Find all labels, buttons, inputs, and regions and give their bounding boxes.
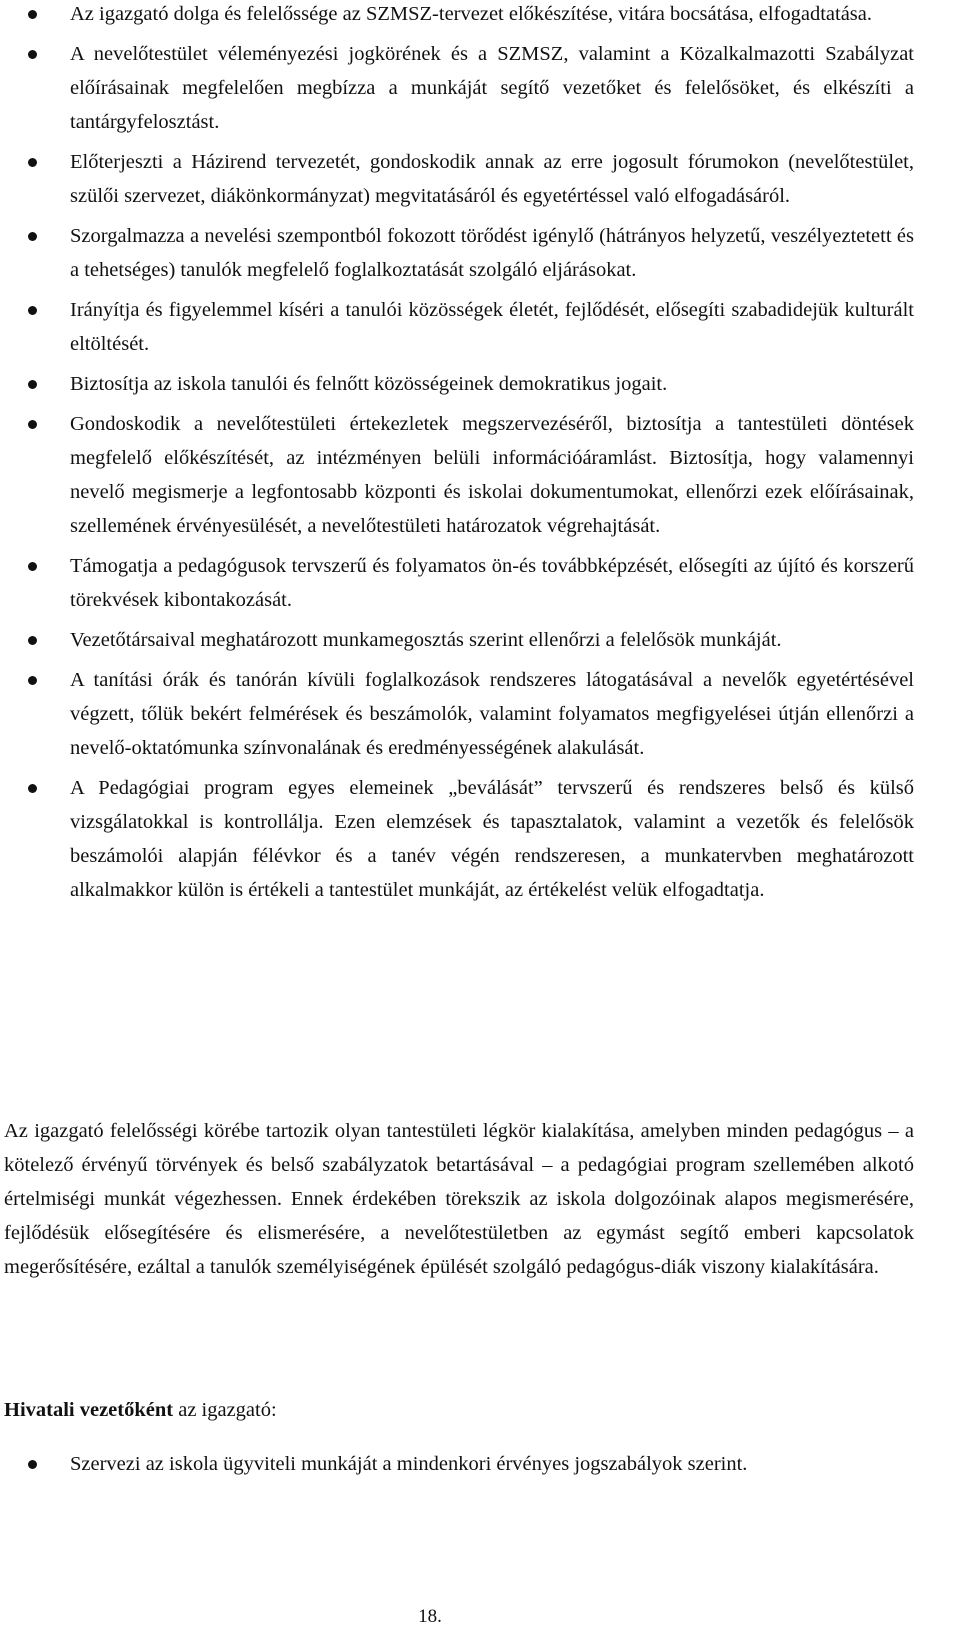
bullet-icon — [28, 158, 37, 167]
list-item-text: Gondoskodik a nevelőtestületi értekezletek megszervezéséről, biztosítja a tantestületi döntések megfelelő előkészítését, az intézményen belüli információáramlást. Biztosítja, hogy valamennyi nevelő megismerje a legfontosabb központi és iskolai dokumentumokat, ellenőrzi ezek előírásainak, szellemének érvényesülését, a nevelőtestületi határozatok végrehajtását. — [70, 413, 914, 537]
list-item — [0, 407, 960, 543]
body-paragraph: Az igazgató felelősségi körébe tartozik olyan tantestületi légkör kialakítása, amelyben minden pedagógus – a kötelező érvényű törvények és belső szabályzatok betartásával – a pedagógiai program szellemében alkotó értelmiségi munkát végezhessen. Ennek érdekében törekszik az iskola dolgozóinak alapos megismerésére, fejlődésük elősegítésére és elismerésére, a nevelőtestületben az egymást segítő emberi kapcsolatok megerősítésére, ezáltal a tanulók személyiségének épülését szolgáló pedagógus-diák viszony kialakítására. — [4, 1120, 914, 1278]
list-item — [0, 293, 960, 361]
list-item-text: Vezetőtársaival meghatározott munkamegosztás szerint ellenőrzi a felelősök munkáját. — [70, 629, 782, 651]
list-item — [0, 1447, 960, 1481]
list-item — [0, 367, 960, 401]
bullet-icon — [28, 10, 37, 19]
bullet-icon — [28, 50, 37, 59]
bullet-icon — [28, 420, 37, 429]
list-item — [0, 219, 960, 287]
bullet-icon — [28, 380, 37, 389]
list-item — [0, 771, 960, 907]
bullet-icon — [28, 784, 37, 793]
page-number: 18. — [418, 1606, 442, 1627]
bullet-icon — [28, 562, 37, 571]
bullet-icon — [28, 1460, 37, 1469]
list-item — [0, 37, 960, 139]
list-item-text: Szorgalmazza a nevelési szempontból fokozott törődést igénylő (hátrányos helyzetű, veszélyeztetett és a tehetséges) tanulók megfelelő foglalkoztatását szolgáló eljárásokat. — [70, 225, 914, 281]
bullet-icon — [28, 306, 37, 315]
bullet-icon — [28, 636, 37, 645]
list-item-text: Biztosítja az iskola tanulói és felnőtt közösségeinek demokratikus jogait. — [70, 373, 668, 395]
bullet-icon — [28, 232, 37, 241]
list-item — [0, 623, 960, 657]
section-heading — [4, 1393, 277, 1427]
list-item — [0, 549, 960, 617]
list-item — [0, 0, 960, 31]
list-item-text: A Pedagógiai program egyes elemeinek „beválását” tervszerű és rendszeres belső és külső vizsgálatokkal is kontrollálja. Ezen elemzések és tapasztalatok, valamint a vezetők és felelősök beszámolói alapján félévkor és a tanév végén rendszeresen, a munkatervben meghatározott alkalmakkor külön is értékeli a tantestület munkáját, az értékelést velük elfogadtatja. — [70, 777, 914, 901]
list-item — [0, 145, 960, 213]
list-item — [0, 663, 960, 765]
list-item-text: Előterjeszti a Házirend tervezetét, gondoskodik annak az erre jogosult fórumokon (nevelőtestület, szülői szervezet, diákönkormányzat) megvitatásáról és egyetértéssel való elfogadásáról. — [70, 151, 914, 207]
list-item-text: A nevelőtestület véleményezési jogkörének és a SZMSZ, valamint a Közalkalmazotti Szabályzat előírásainak megfelelően megbízza a munkáját segítő vezetőket és felelősöket, és elkészíti a tantárgyfelosztást. — [70, 43, 914, 133]
administrative-duties-list — [0, 1447, 960, 1487]
section-heading-rest: az igazgató: — [173, 1399, 277, 1421]
list-item-text: Szervezi az iskola ügyviteli munkáját a mindenkori érvényes jogszabályok szerint. — [70, 1453, 748, 1475]
bullet-icon — [28, 676, 37, 685]
section-heading-bold: Hivatali vezetőként — [4, 1399, 174, 1421]
list-item-text: A tanítási órák és tanórán kívüli foglalkozások rendszeres látogatásával a nevelők egyetértésével végzett, tőlük bekért felmérések és beszámolók, valamint folyamatos megfigyelései útján ellenőrzi a nevelő-oktatómunka színvonalának és eredményességének alakulását. — [70, 669, 914, 759]
list-item-text: Irányítja és figyelemmel kíséri a tanulói közösségek életét, fejlődését, elősegíti szabadidejük kulturált eltöltését. — [70, 299, 914, 355]
list-item-text: Az igazgató dolga és felelőssége az SZMSZ-tervezet előkészítése, vitára bocsátása, elfogadtatása. — [70, 3, 873, 25]
list-item-text: Támogatja a pedagógusok tervszerű és folyamatos ön-és továbbképzését, elősegíti az újító és korszerű törekvések kibontakozását. — [70, 555, 914, 611]
